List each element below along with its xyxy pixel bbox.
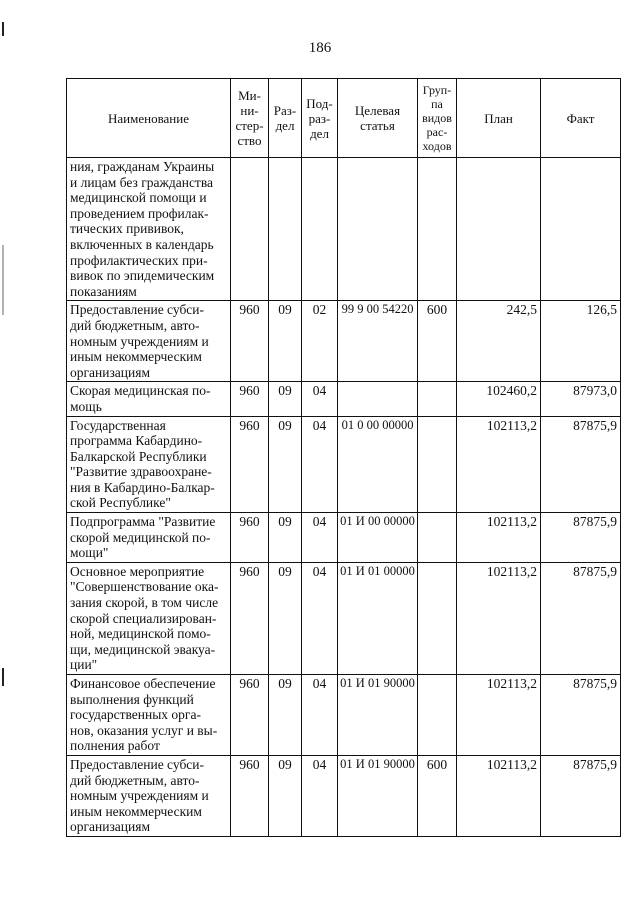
cell-name: Государственная программа Кабардино- Балкарской Республики "Развитие здравоохране- ния в Кабардино-Балкар- ской Республике" bbox=[67, 416, 231, 513]
cell-plan: 102113,2 bbox=[457, 416, 541, 513]
cell-target-article: 99 9 00 54220 bbox=[338, 301, 418, 382]
cell-expense-group bbox=[418, 513, 457, 563]
cell-plan: 102113,2 bbox=[457, 562, 541, 674]
cell-target-article bbox=[338, 158, 418, 301]
cell-subsection: 02 bbox=[302, 301, 338, 382]
cell-expense-group bbox=[418, 416, 457, 513]
cell-ministry bbox=[231, 158, 269, 301]
cell-target-article: 01 И 01 90000 bbox=[338, 675, 418, 756]
table-header-row bbox=[67, 79, 621, 158]
margin-mark-middle bbox=[2, 245, 4, 315]
cell-section: 09 bbox=[269, 513, 302, 563]
margin-mark-top bbox=[2, 22, 4, 36]
header-fact: Факт bbox=[541, 79, 621, 158]
cell-section bbox=[269, 158, 302, 301]
cell-ministry: 960 bbox=[231, 562, 269, 674]
header-plan: План bbox=[457, 79, 541, 158]
cell-name: Финансовое обеспечение выполнения функций государственных орга- нов, оказания услуг и вы- полнения работ bbox=[67, 675, 231, 756]
header-expense-group: Груп- па видов рас- ходов bbox=[418, 79, 457, 158]
cell-name: ния, гражданам Украины и лицам без гражданства медицинской помощи и проведением профилак- тических прививок, включенных в календарь профилактических при- вивок по эпидемическим показаниям bbox=[67, 158, 231, 301]
cell-plan: 102113,2 bbox=[457, 675, 541, 756]
table-row bbox=[67, 675, 621, 756]
cell-ministry: 960 bbox=[231, 513, 269, 563]
cell-plan bbox=[457, 158, 541, 301]
cell-target-article bbox=[338, 382, 418, 416]
cell-ministry: 960 bbox=[231, 675, 269, 756]
cell-plan: 102113,2 bbox=[457, 513, 541, 563]
cell-target-article: 01 И 00 00000 bbox=[338, 513, 418, 563]
header-ministry: Ми- ни- стер- ство bbox=[231, 79, 269, 158]
table-row bbox=[67, 562, 621, 674]
cell-section: 09 bbox=[269, 675, 302, 756]
cell-name: Подпрограмма "Развитие скорой медицинской по- мощи" bbox=[67, 513, 231, 563]
cell-fact: 87875,9 bbox=[541, 416, 621, 513]
cell-ministry: 960 bbox=[231, 382, 269, 416]
cell-target-article: 01 0 00 00000 bbox=[338, 416, 418, 513]
cell-section: 09 bbox=[269, 755, 302, 836]
cell-expense-group: 600 bbox=[418, 755, 457, 836]
cell-name: Основное мероприятие "Совершенствование ока- зания скорой, в том числе скорой специализирован- ной, медицинской помо- щи, медицинской эвакуа- ции" bbox=[67, 562, 231, 674]
cell-fact: 87973,0 bbox=[541, 382, 621, 416]
cell-expense-group bbox=[418, 562, 457, 674]
table-row bbox=[67, 382, 621, 416]
cell-fact: 87875,9 bbox=[541, 675, 621, 756]
cell-name: Предоставление субси- дий бюджетным, авто- номным учреждениям и иным некоммерческим организациям bbox=[67, 755, 231, 836]
cell-subsection: 04 bbox=[302, 382, 338, 416]
table-row bbox=[67, 158, 621, 301]
cell-expense-group: 600 bbox=[418, 301, 457, 382]
cell-subsection bbox=[302, 158, 338, 301]
cell-plan: 102460,2 bbox=[457, 382, 541, 416]
header-section: Раз- дел bbox=[269, 79, 302, 158]
cell-plan: 242,5 bbox=[457, 301, 541, 382]
header-name: Наименование bbox=[67, 79, 231, 158]
cell-subsection: 04 bbox=[302, 755, 338, 836]
cell-fact: 126,5 bbox=[541, 301, 621, 382]
budget-table bbox=[66, 78, 621, 837]
header-target-article: Целевая статья bbox=[338, 79, 418, 158]
cell-section: 09 bbox=[269, 416, 302, 513]
cell-subsection: 04 bbox=[302, 513, 338, 563]
cell-fact: 87875,9 bbox=[541, 562, 621, 674]
cell-expense-group bbox=[418, 158, 457, 301]
header-subsection: Под- раз- дел bbox=[302, 79, 338, 158]
cell-expense-group bbox=[418, 675, 457, 756]
cell-ministry: 960 bbox=[231, 755, 269, 836]
cell-subsection: 04 bbox=[302, 416, 338, 513]
cell-plan: 102113,2 bbox=[457, 755, 541, 836]
table-row bbox=[67, 513, 621, 563]
cell-subsection: 04 bbox=[302, 562, 338, 674]
table-row bbox=[67, 301, 621, 382]
table-row bbox=[67, 416, 621, 513]
cell-section: 09 bbox=[269, 301, 302, 382]
table-row bbox=[67, 755, 621, 836]
cell-ministry: 960 bbox=[231, 416, 269, 513]
cell-name: Скорая медицинская по- мощь bbox=[67, 382, 231, 416]
cell-fact bbox=[541, 158, 621, 301]
cell-section: 09 bbox=[269, 562, 302, 674]
cell-target-article: 01 И 01 00000 bbox=[338, 562, 418, 674]
cell-subsection: 04 bbox=[302, 675, 338, 756]
cell-section: 09 bbox=[269, 382, 302, 416]
cell-target-article: 01 И 01 90000 bbox=[338, 755, 418, 836]
cell-ministry: 960 bbox=[231, 301, 269, 382]
cell-name: Предоставление субси- дий бюджетным, авто- номным учреждениям и иным некоммерческим организациям bbox=[67, 301, 231, 382]
page-number: 186 bbox=[308, 40, 332, 56]
cell-fact: 87875,9 bbox=[541, 513, 621, 563]
margin-mark-bottom bbox=[2, 668, 4, 686]
cell-fact: 87875,9 bbox=[541, 755, 621, 836]
cell-expense-group bbox=[418, 382, 457, 416]
